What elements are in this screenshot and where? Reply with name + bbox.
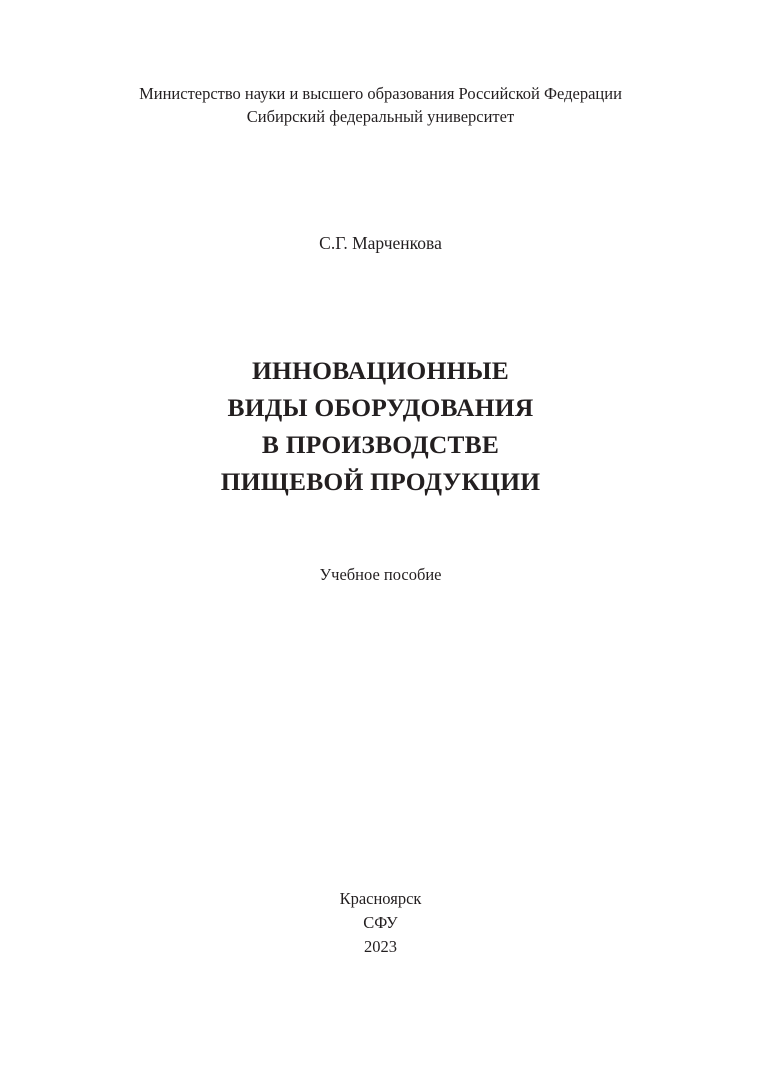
publication-type: Учебное пособие <box>319 565 442 584</box>
imprint-publisher: СФУ <box>363 913 398 932</box>
title-line-3: В ПРОИЗВОДСТВЕ <box>261 430 500 459</box>
author-name: С.Г. Марченкова <box>319 233 442 253</box>
title-line-2: ВИДЫ ОБОРУДОВАНИЯ <box>227 393 534 422</box>
imprint-year: 2023 <box>364 937 397 956</box>
university-name: Сибирский федеральный университет <box>246 107 515 126</box>
title-line-1: ИННОВАЦИОННЫЕ <box>252 356 509 385</box>
book-title <box>0 352 761 500</box>
title-line-4: ПИЩЕВОЙ ПРОДУКЦИИ <box>220 467 541 496</box>
ministry-name: Министерство науки и высшего образования Российской Федерации <box>139 84 622 103</box>
imprint <box>0 887 761 959</box>
institution-header <box>0 82 761 128</box>
imprint-city: Красноярск <box>339 889 422 908</box>
